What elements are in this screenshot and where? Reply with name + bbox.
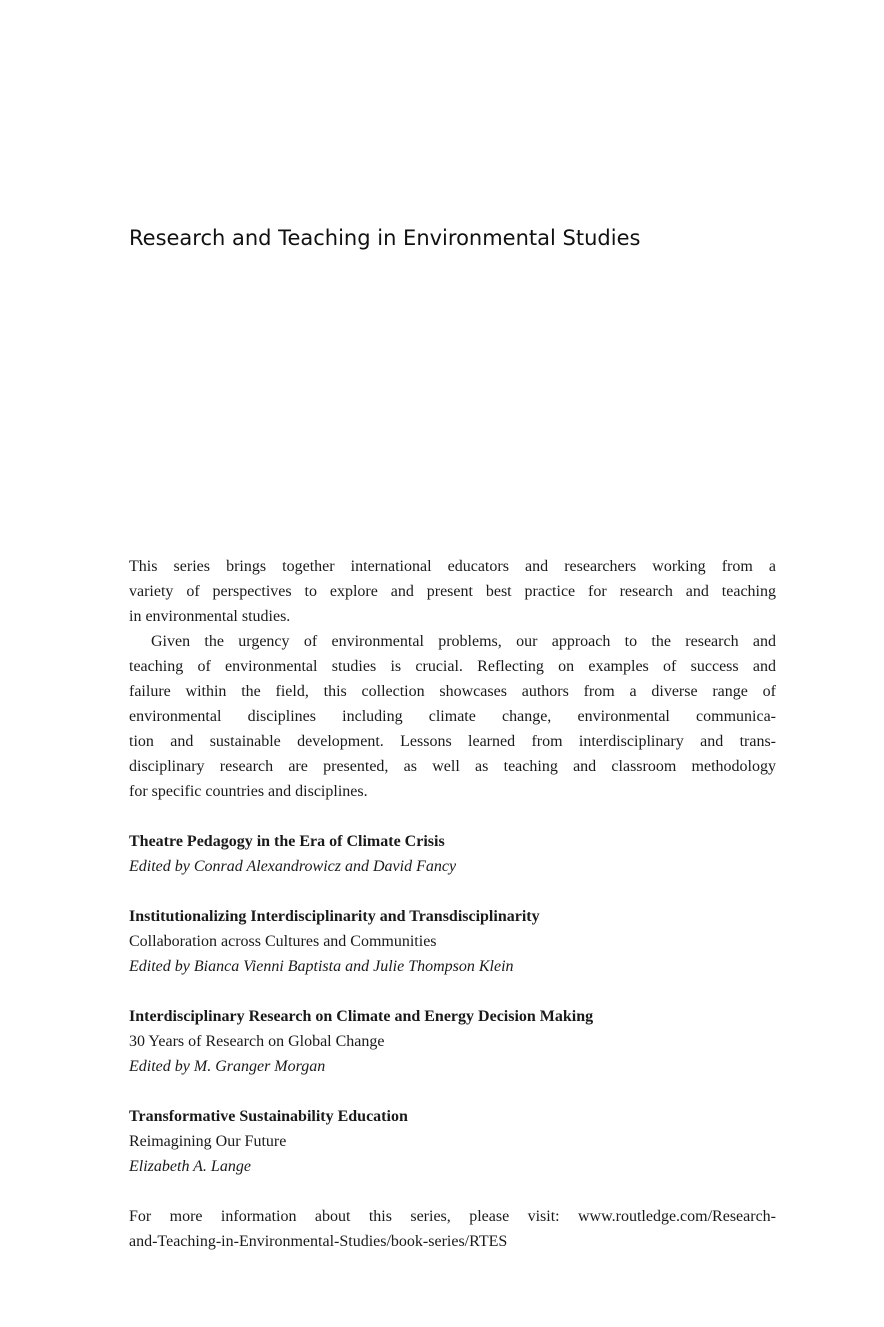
text-line: for specific countries and disciplines. bbox=[129, 783, 368, 800]
series-page-body bbox=[129, 554, 776, 1254]
text-line: This series brings together international educators and researchers working from a bbox=[129, 558, 776, 575]
book-subtitle: Collaboration across Cultures and Communities bbox=[129, 933, 437, 950]
book-subtitle: Reimagining Our Future bbox=[129, 1133, 287, 1150]
book-title: Transformative Sustainability Education bbox=[129, 1108, 408, 1125]
text-line: tion and sustainable development. Lessons learned from interdisciplinary and trans- bbox=[129, 733, 776, 750]
series-description-paragraph-1 bbox=[129, 554, 776, 629]
series-description-paragraph-2 bbox=[129, 629, 776, 804]
series-title: Research and Teaching in Environmental Studies bbox=[129, 226, 641, 250]
text-line: environmental disciplines including climate change, environmental communica- bbox=[129, 708, 776, 725]
book-title: Theatre Pedagogy in the Era of Climate Crisis bbox=[129, 833, 445, 850]
book-editors: Edited by Bianca Vienni Baptista and Julie Thompson Klein bbox=[129, 958, 514, 975]
book-editors: Edited by M. Granger Morgan bbox=[129, 1058, 326, 1075]
text-line: Given the urgency of environmental problems, our approach to the research and bbox=[151, 633, 776, 650]
book-author: Elizabeth A. Lange bbox=[129, 1158, 251, 1175]
book-title: Institutionalizing Interdisciplinarity and Transdisciplinarity bbox=[129, 908, 540, 925]
text-line: in environmental studies. bbox=[129, 608, 291, 625]
book-editors: Edited by Conrad Alexandrowicz and David Fancy bbox=[129, 858, 457, 875]
book-entry bbox=[129, 904, 776, 979]
series-info-footer bbox=[129, 1204, 776, 1254]
book-entry bbox=[129, 829, 776, 879]
book-subtitle: 30 Years of Research on Global Change bbox=[129, 1033, 385, 1050]
text-line: variety of perspectives to explore and present best practice for research and teaching bbox=[129, 583, 776, 600]
book-entry bbox=[129, 1004, 776, 1079]
text-line: disciplinary research are presented, as well as teaching and classroom methodology bbox=[129, 758, 776, 775]
book-title: Interdisciplinary Research on Climate and Energy Decision Making bbox=[129, 1008, 594, 1025]
series-url-line: and-Teaching-in-Environmental-Studies/book-series/RTES bbox=[129, 1233, 508, 1250]
text-line: teaching of environmental studies is crucial. Reflecting on examples of success and bbox=[129, 658, 776, 675]
text-line: For more information about this series, please visit: www.routledge.com/Research- bbox=[129, 1208, 776, 1225]
text-line: failure within the field, this collection showcases authors from a diverse range of bbox=[129, 683, 776, 700]
book-entry bbox=[129, 1104, 776, 1179]
